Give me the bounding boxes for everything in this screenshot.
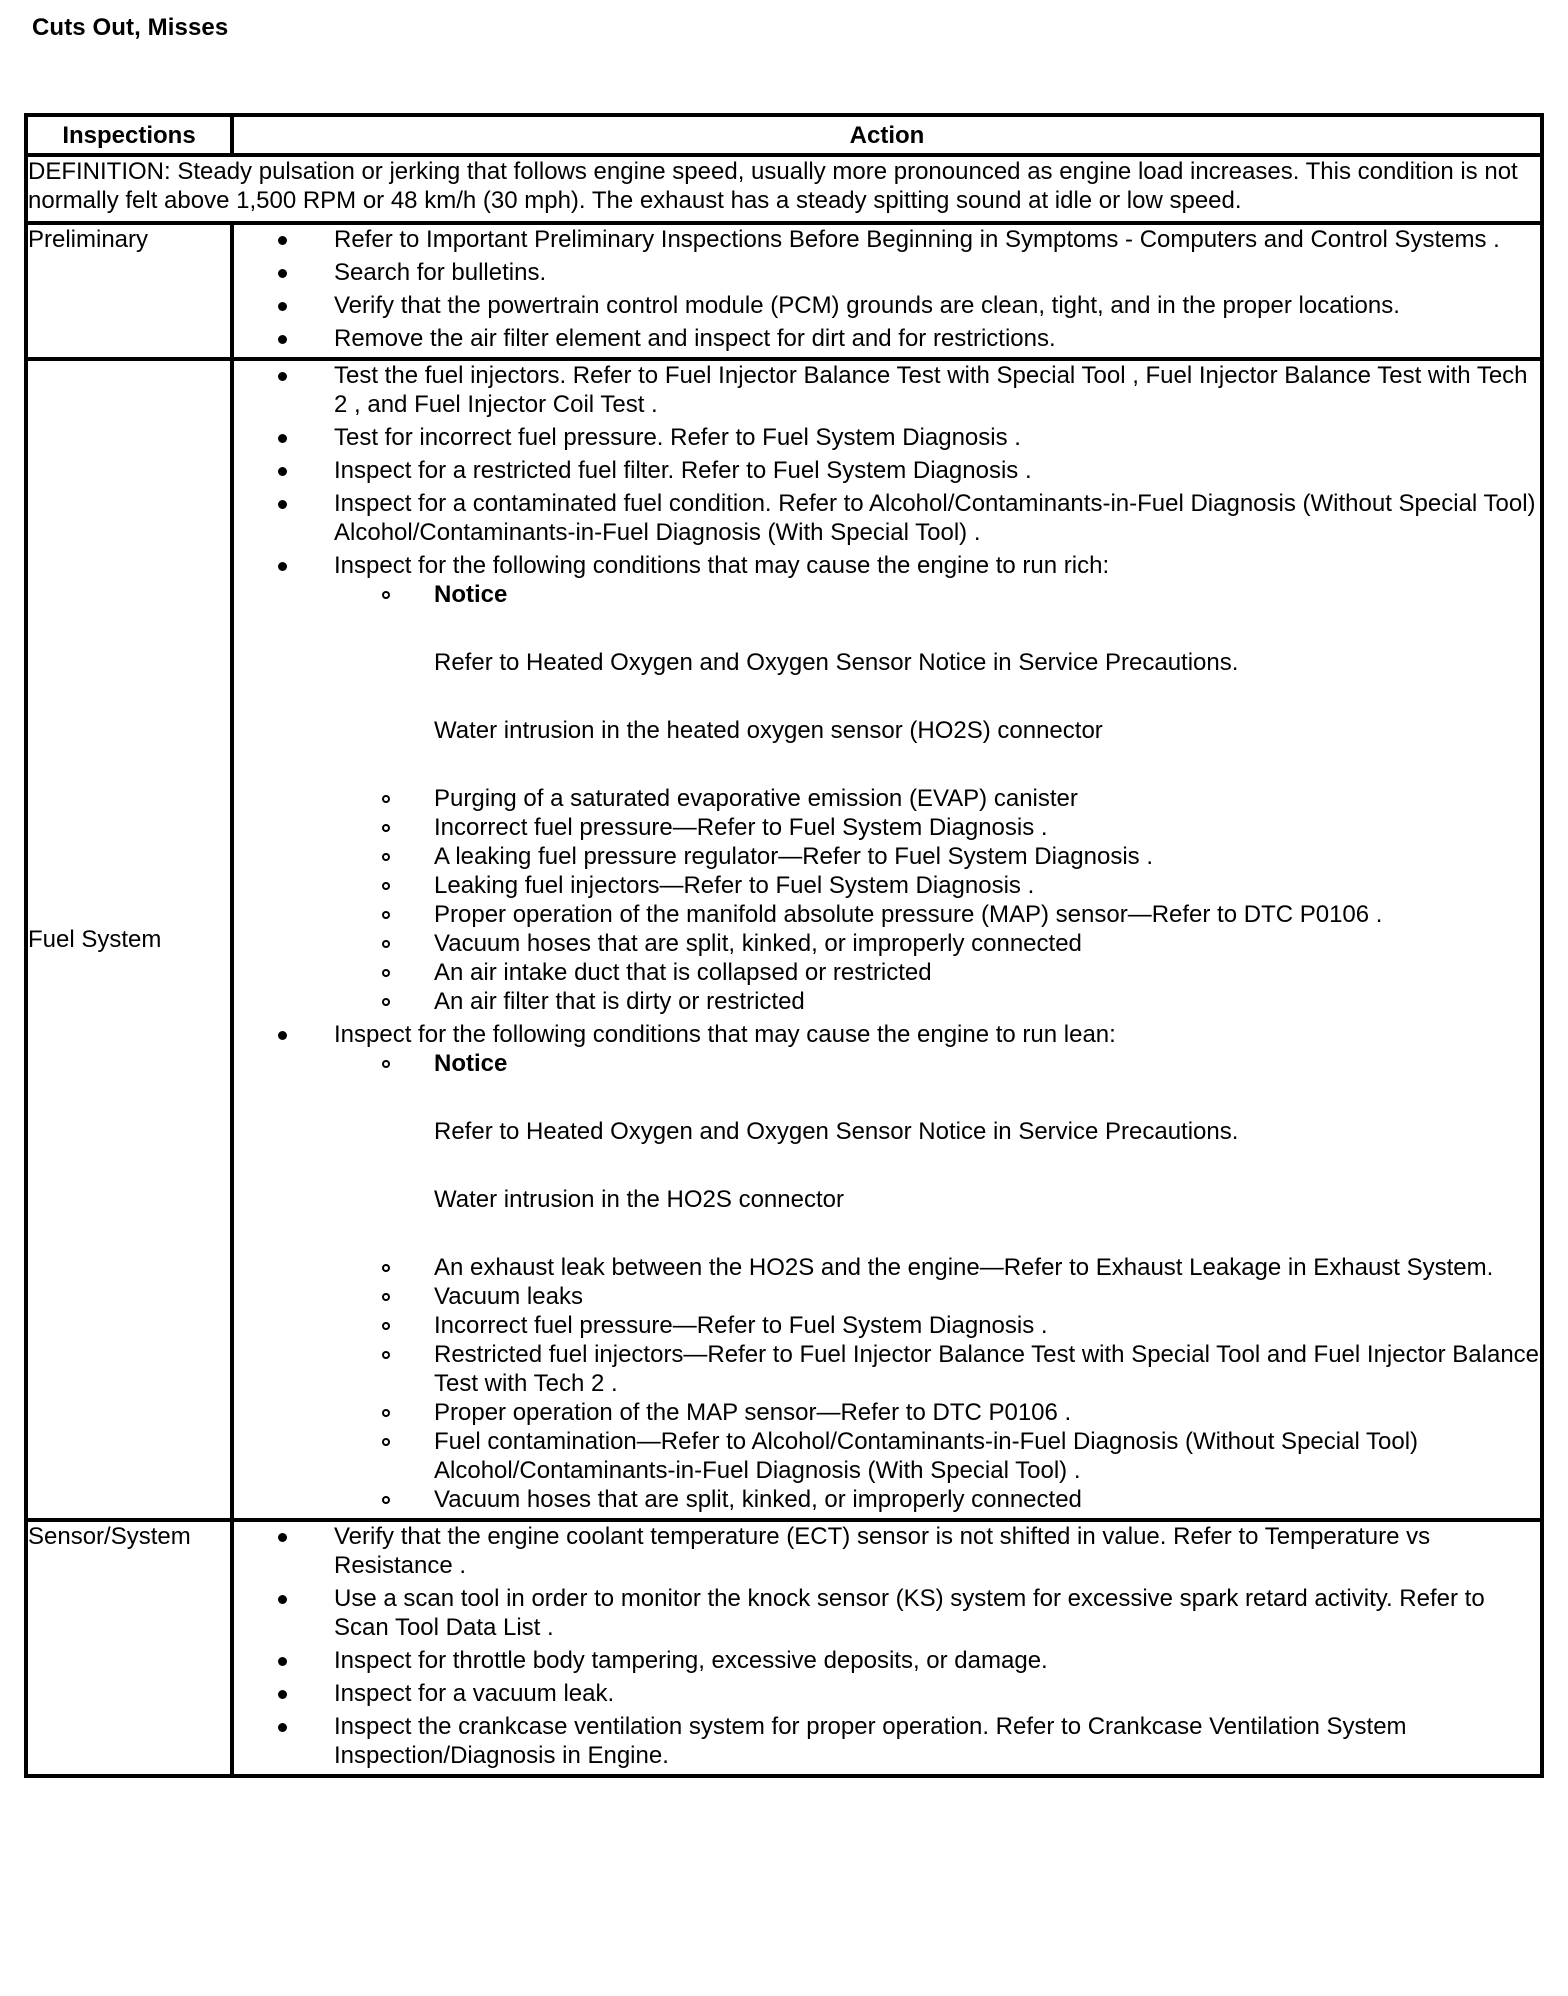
sub-list-item [434, 987, 1540, 1016]
list-item-text: Inspect for a vacuum leak. [334, 1680, 615, 1707]
notice-condition: Water intrusion in the HO2S connector [434, 1186, 844, 1213]
sub-list-item [434, 1340, 1540, 1398]
table-header-row [26, 115, 1542, 155]
list-item [334, 225, 1540, 254]
sub-list-item [434, 842, 1540, 871]
list-item-text: Verify that the engine coolant temperature (ECT) sensor is not shifted in value. Refer to Temperature vs Resistance . [334, 1523, 1431, 1579]
notice-label: Notice [434, 581, 508, 608]
bullet-icon [278, 372, 287, 381]
bullet-icon [278, 1723, 287, 1732]
action-list [234, 225, 1540, 353]
sub-list-item [434, 929, 1540, 958]
inspection-cell: Sensor/System [26, 1520, 232, 1776]
notice-item [434, 580, 1540, 745]
sub-list-item-text: Fuel contamination—Refer to Alcohol/Contaminants-in-Fuel Diagnosis (Without Special Tool) Alcohol/Contaminants-in-Fuel Diagnosis (With Special Tool) . [434, 1428, 1419, 1484]
action-list [234, 361, 1540, 1514]
list-item-text: Inspect for a restricted fuel filter. Refer to Fuel System Diagnosis . [334, 457, 1032, 484]
list-item-text: Inspect for the following conditions that may cause the engine to run lean: [334, 1021, 1116, 1048]
sub-list-item-text: Incorrect fuel pressure—Refer to Fuel System Diagnosis . [434, 814, 1048, 841]
list-item-text: Verify that the powertrain control module (PCM) grounds are clean, tight, and in the proper locations. [334, 292, 1400, 319]
header-inspections: Inspections [26, 115, 232, 155]
action-list [234, 1522, 1540, 1770]
bullet-icon [278, 500, 287, 509]
circle-bullet-icon [382, 1438, 390, 1446]
sub-list-item-text: Vacuum leaks [434, 1283, 583, 1310]
sub-list-item-text: Proper operation of the MAP sensor—Refer to DTC P0106 . [434, 1399, 1072, 1426]
list-item-text: Inspect for a contaminated fuel condition. Refer to Alcohol/Contaminants-in-Fuel Diagnosis (Without Special Tool) Alcohol/Contaminants-in-Fuel Diagnosis (With Special Tool) . [334, 490, 1536, 546]
bullet-icon [278, 1031, 287, 1040]
list-item [334, 1679, 1540, 1708]
sub-list-item [434, 1253, 1540, 1282]
list-item [334, 1522, 1540, 1580]
notice-text: Refer to Heated Oxygen and Oxygen Sensor Notice in Service Precautions. [434, 649, 1239, 676]
sub-list-item-text: Restricted fuel injectors—Refer to Fuel Injector Balance Test with Special Tool and Fuel Injector Balance Test with Tech 2 . [434, 1341, 1540, 1397]
bullet-icon [278, 236, 287, 245]
action-cell [232, 359, 1542, 1520]
circle-bullet-icon [382, 940, 390, 948]
list-item [334, 456, 1540, 485]
circle-bullet-icon [382, 1322, 390, 1330]
sub-list-item-text: Leaking fuel injectors—Refer to Fuel System Diagnosis . [434, 872, 1035, 899]
bullet-icon [278, 1533, 287, 1542]
circle-bullet-icon [382, 1264, 390, 1272]
list-item-text: Search for bulletins. [334, 259, 547, 286]
list-item [334, 551, 1540, 1016]
list-item [334, 1584, 1540, 1642]
sub-list-item-text: A leaking fuel pressure regulator—Refer to Fuel System Diagnosis . [434, 843, 1154, 870]
diagnosis-table [24, 113, 1544, 1778]
inspection-cell: Preliminary [26, 223, 232, 359]
notice-label: Notice [434, 1050, 508, 1077]
list-item [334, 361, 1540, 419]
sub-list-item [434, 1485, 1540, 1514]
list-item [334, 1712, 1540, 1770]
list-item-text: Test the fuel injectors. Refer to Fuel Injector Balance Test with Special Tool , Fuel Injector Balance Test with Tech 2 , and Fuel Injector Coil Test . [334, 362, 1528, 418]
list-item [334, 423, 1540, 452]
list-item-text: Inspect for the following conditions that may cause the engine to run rich: [334, 552, 1110, 579]
bullet-icon [278, 335, 287, 344]
notice-text: Refer to Heated Oxygen and Oxygen Sensor Notice in Service Precautions. [434, 1118, 1239, 1145]
sub-list [334, 580, 1540, 1016]
inspection-cell: Fuel System [26, 359, 232, 1520]
sub-list [334, 1049, 1540, 1514]
circle-bullet-icon [382, 1409, 390, 1417]
circle-bullet-icon [382, 591, 390, 599]
circle-bullet-icon [382, 1351, 390, 1359]
list-item [334, 1020, 1540, 1514]
circle-bullet-icon [382, 969, 390, 977]
list-item-text: Use a scan tool in order to monitor the knock sensor (KS) system for excessive spark retard activity. Refer to Scan Tool Data List . [334, 1585, 1485, 1641]
list-item [334, 489, 1540, 547]
circle-bullet-icon [382, 1496, 390, 1504]
list-item-text: Inspect the crankcase ventilation system for proper operation. Refer to Crankcase Ventilation System Inspection/Diagnosis in Engine. [334, 1713, 1407, 1769]
sub-list-item [434, 958, 1540, 987]
sub-list-item-text: An air filter that is dirty or restricted [434, 988, 805, 1015]
list-item-text: Inspect for throttle body tampering, excessive deposits, or damage. [334, 1647, 1048, 1674]
definition-row [26, 155, 1542, 223]
sub-list-item [434, 1282, 1540, 1311]
table-row [26, 223, 1542, 359]
page-title: Cuts Out, Misses [32, 14, 229, 41]
sub-list-item-text: Vacuum hoses that are split, kinked, or improperly connected [434, 930, 1082, 957]
sub-list-item [434, 784, 1540, 813]
bullet-icon [278, 269, 287, 278]
bullet-icon [278, 302, 287, 311]
circle-bullet-icon [382, 998, 390, 1006]
bullet-icon [278, 467, 287, 476]
bullet-icon [278, 562, 287, 571]
table-row [26, 359, 1542, 1520]
notice-condition: Water intrusion in the heated oxygen sensor (HO2S) connector [434, 717, 1103, 744]
header-action: Action [232, 115, 1542, 155]
circle-bullet-icon [382, 853, 390, 861]
action-cell [232, 1520, 1542, 1776]
sub-list-item-text: An air intake duct that is collapsed or restricted [434, 959, 932, 986]
sub-list-item [434, 1398, 1540, 1427]
definition-text: DEFINITION: Steady pulsation or jerking that follows engine speed, usually more pronounced as engine load increases. This condition is not normally felt above 1,500 RPM or 48 km/h (30 mph). The exhaust has a steady spitting sound at idle or low speed. [26, 155, 1542, 223]
action-cell [232, 223, 1542, 359]
list-item [334, 324, 1540, 353]
bullet-icon [278, 1595, 287, 1604]
notice-item [434, 1049, 1540, 1214]
sub-list-item-text: An exhaust leak between the HO2S and the engine—Refer to Exhaust Leakage in Exhaust System. [434, 1254, 1494, 1281]
list-item-text: Refer to Important Preliminary Inspections Before Beginning in Symptoms - Computers and Control Systems . [334, 226, 1500, 253]
table-row [26, 1520, 1542, 1776]
circle-bullet-icon [382, 1060, 390, 1068]
circle-bullet-icon [382, 882, 390, 890]
circle-bullet-icon [382, 1293, 390, 1301]
sub-list-item [434, 1427, 1540, 1485]
sub-list-item [434, 871, 1540, 900]
sub-list-item-text: Incorrect fuel pressure—Refer to Fuel System Diagnosis . [434, 1312, 1048, 1339]
sub-list-item [434, 900, 1540, 929]
circle-bullet-icon [382, 824, 390, 832]
sub-list-item [434, 813, 1540, 842]
circle-bullet-icon [382, 795, 390, 803]
list-item-text: Test for incorrect fuel pressure. Refer to Fuel System Diagnosis . [334, 424, 1021, 451]
sub-list-item-text: Proper operation of the manifold absolute pressure (MAP) sensor—Refer to DTC P0106 . [434, 901, 1383, 928]
list-item [334, 1646, 1540, 1675]
sub-list-item-text: Purging of a saturated evaporative emission (EVAP) canister [434, 785, 1078, 812]
sub-list-item [434, 1311, 1540, 1340]
bullet-icon [278, 1657, 287, 1666]
list-item [334, 258, 1540, 287]
bullet-icon [278, 434, 287, 443]
list-item-text: Remove the air filter element and inspect for dirt and for restrictions. [334, 325, 1056, 352]
sub-list-item-text: Vacuum hoses that are split, kinked, or improperly connected [434, 1486, 1082, 1513]
bullet-icon [278, 1690, 287, 1699]
circle-bullet-icon [382, 911, 390, 919]
list-item [334, 291, 1540, 320]
